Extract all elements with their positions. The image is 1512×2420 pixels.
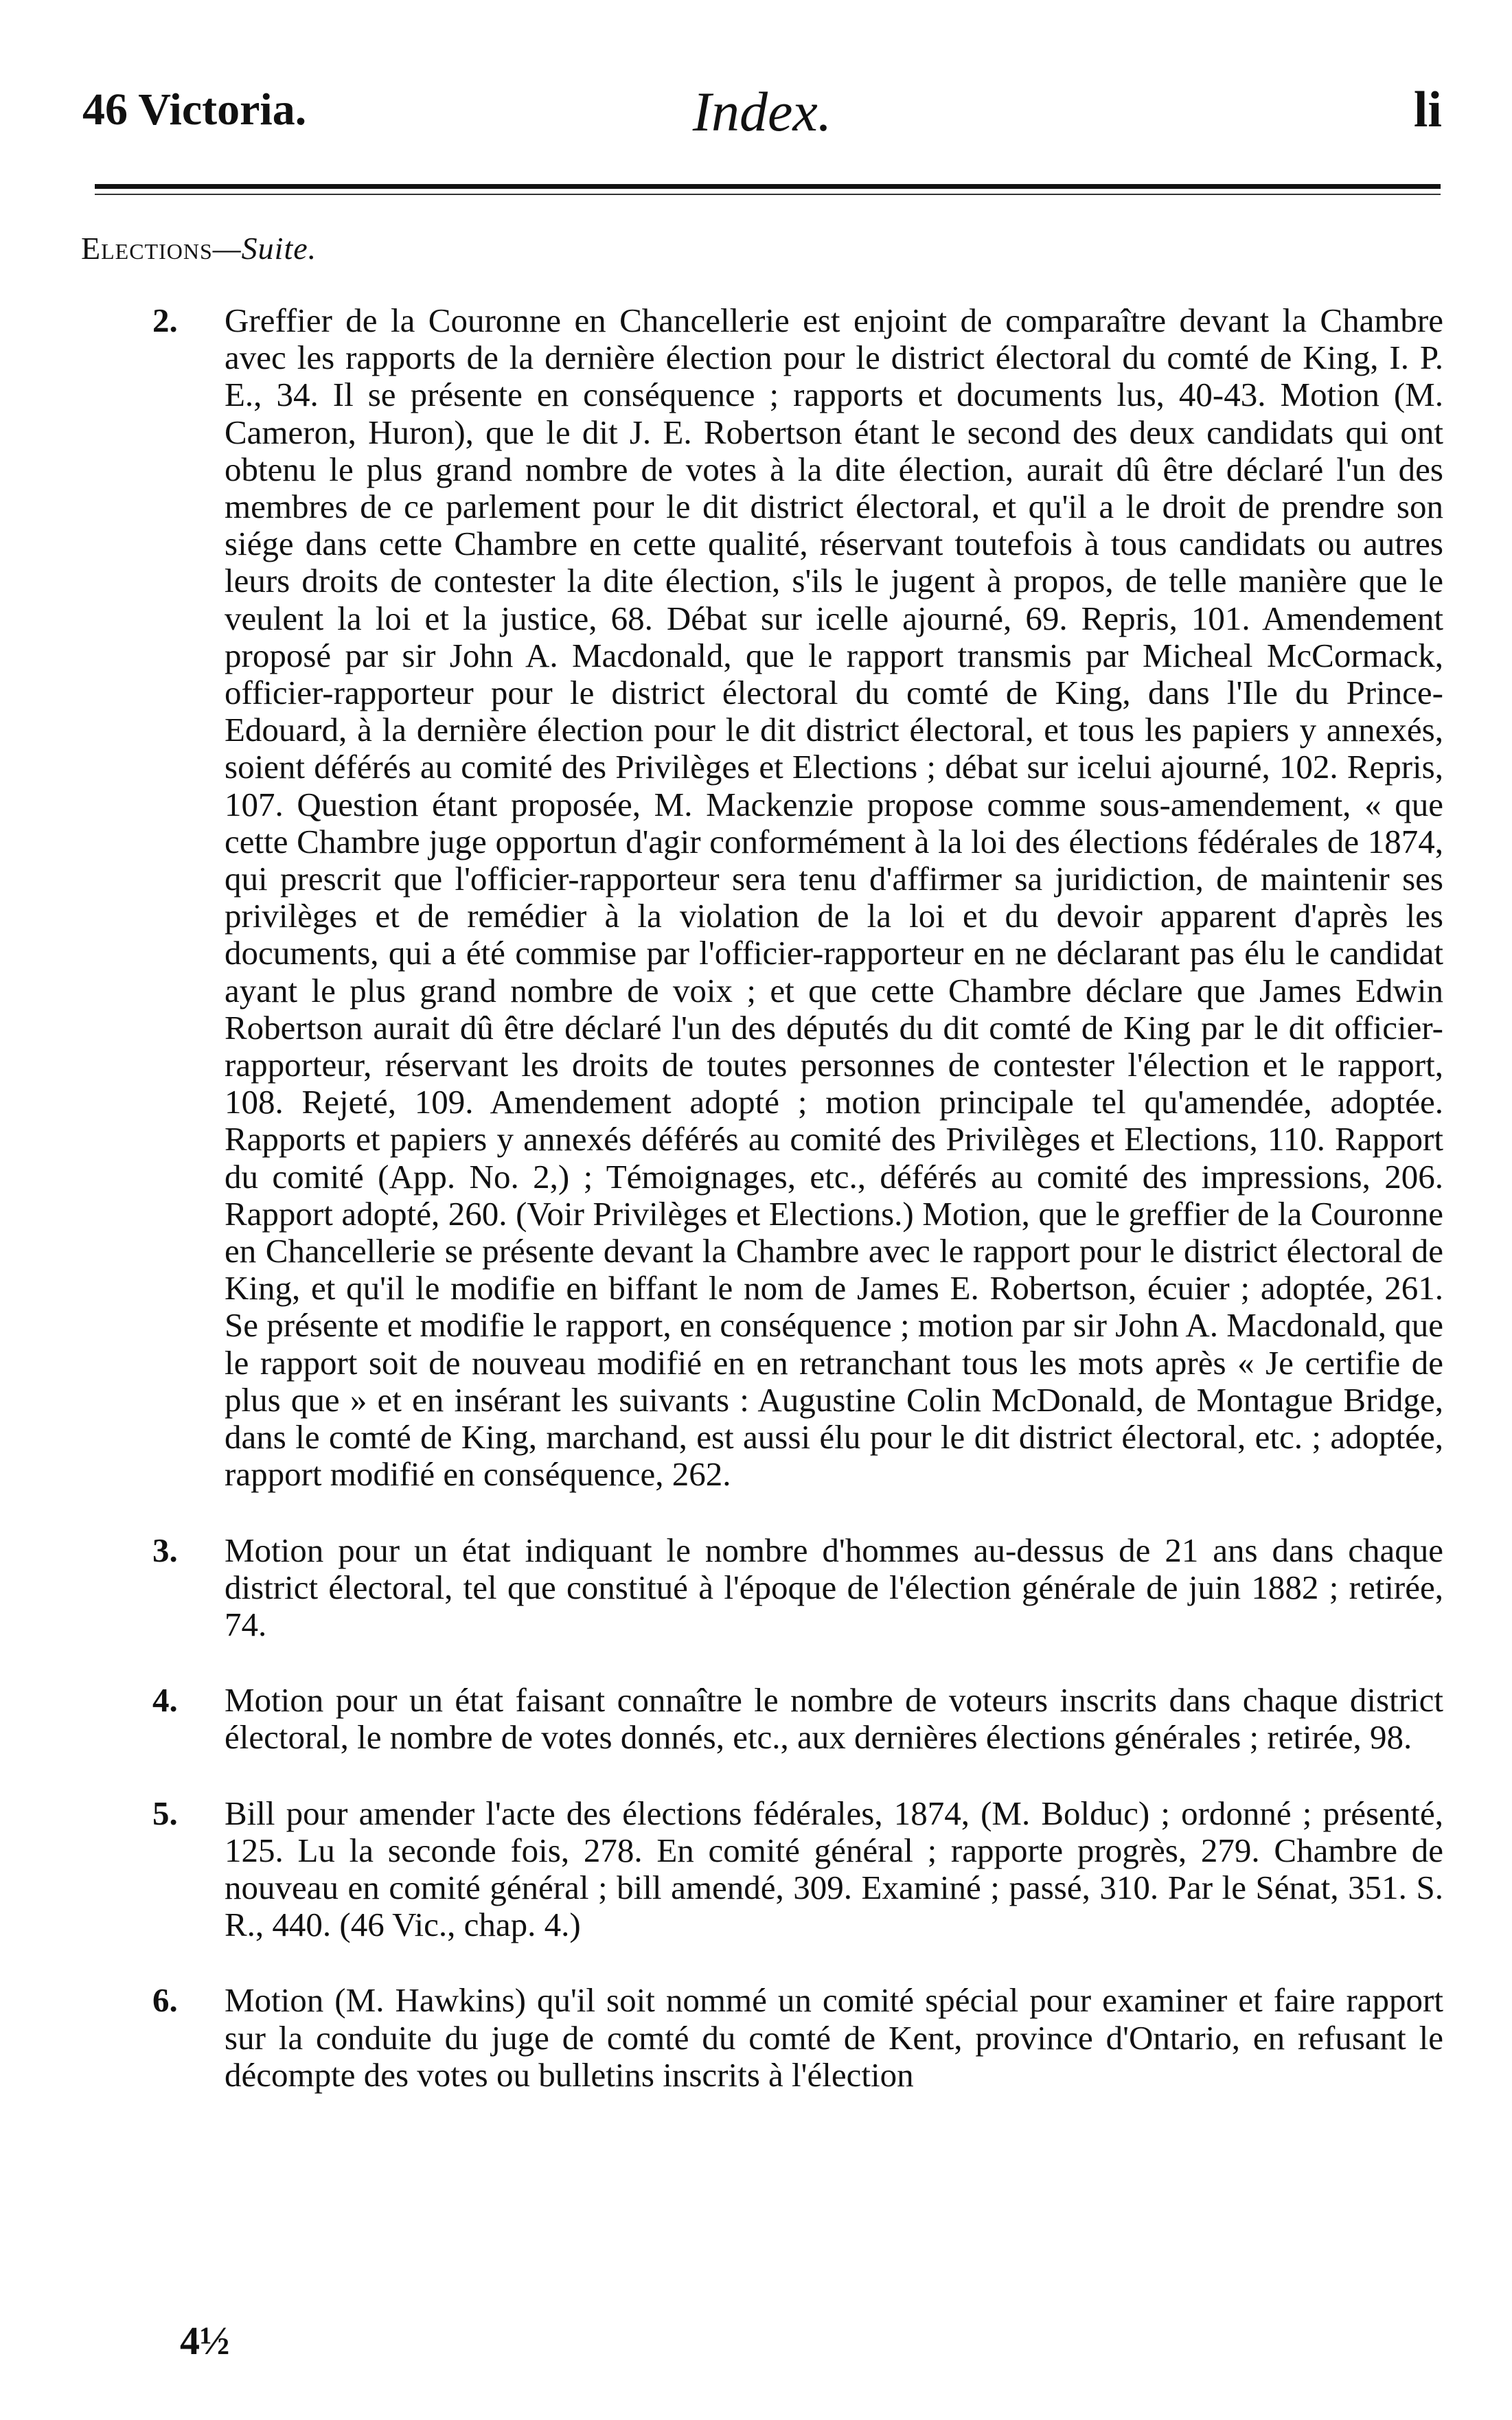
running-header bbox=[82, 74, 1442, 150]
entry-text: Greffier de la Couronne en Chancellerie est enjoint de comparaître devant la Chambre avec les rapports de la dernière élection pour le district électoral du comté de King, I. P. E., 34. Il se présente en conséquence ; rapports et documents lus, 40-43. Motion (M. Cameron, Huron), que le dit J. E. Robertson étant le second des deux candidats qui ont obtenu le plus grand nombre de votes à la dite élection, aurait dû être déclaré l'un des membres de ce parlement pour le dit district électoral, et qu'il a le droit de prendre son siége dans cette Chambre en cette qualité, réservant toutefois à tous candidats ou autres leurs droits de contester la dite élection, s'ils le jugent à propos, de telle manière que le veulent la loi et la justice, 68. Débat sur icelle ajourné, 69. Repris, 101. Amendement proposé par sir John A. Macdonald, que le rapport transmis par Micheal McCormack, officier-rapporteur pour le district électoral du comté de King, dans l'Ile du Prince-Edouard, à la dernière élection pour le dit district électoral, et tous les papiers y annexés, soient déférés au comité des Privilèges et Elections ; débat sur icelui ajourné, 102. Repris, 107. Question étant proposée, M. Mackenzie propose comme sous-amendement, « que cette Chambre juge opportun d'agir conformément à la loi des élections fédérales de 1874, qui prescrit que l'officier-rapporteur sera tenu d'affirmer sa juridiction, de maintenir ses privilèges et de remédier à la violation de la loi et du devoir apparent d'après les documents, qui a été commise par l'officier-rapporteur en ne déclarant pas élu le candidat ayant le plus grand nombre de voix ; et que cette Chambre déclare que James Edwin Robertson aurait dû être déclaré l'un des députés du dit comté de King par le dit officier-rapporteur, réservant les droits de toutes personnes de contester l'élection et le rapport, 108. Rejeté, 109. Amendement adopté ; motion principale tel qu'amendée, adoptée. Rapports et papiers y annexés déférés au comité des Privilèges et Elections, 110. Rapport du comité (App. No. 2,) ; Témoignages, etc., déférés au comité des impressions, 206. Rapport adopté, 260. (Voir Privilèges et Elections.) Motion, que le greffier de la Couronne en Chancellerie se présente devant la Chambre avec le rapport pour le district électoral de King, et qu'il le modifie en biffant le nom de James E. Robertson, écuier ; adoptée, 261. Se présente et modifie le rapport, en conséquence ; motion par sir John A. Macdonald, que le rapport soit de nouveau modifié en en retranchant tous les mots après « Je certifie de plus que » et en insérant les suivants : Augustine Colin McDonald, de Montague Bridge, dans le comté de King, marchand, est aussi élu pour le dit district électoral, etc. ; adoptée, rapport modifié en conséquence, 262. bbox=[225, 301, 1443, 1494]
section-title: Elections bbox=[81, 231, 213, 266]
index-entries bbox=[152, 302, 1443, 2132]
entry-number: 6. bbox=[152, 1981, 178, 2020]
section-heading bbox=[81, 230, 317, 266]
index-entry bbox=[152, 1682, 1443, 1756]
entry-text: Motion pour un état faisant connaître le nombre de voteurs inscrits dans chaque district électoral, le nombre de votes donnés, etc., aux dernières élections générales ; retirée, 98. bbox=[225, 1681, 1443, 1757]
index-entry bbox=[152, 1532, 1443, 1644]
header-rule bbox=[95, 184, 1441, 189]
entry-text: Motion (M. Hawkins) qu'il soit nommé un comité spécial pour examiner et faire rapport sur la conduite du juge de comté du comté de Kent, province d'Ontario, en refusant le décompte des votes ou bulletins inscrits à l'élection bbox=[225, 1981, 1443, 2094]
index-entry bbox=[152, 1795, 1443, 1944]
index-entry bbox=[152, 302, 1443, 1494]
header-rule-thin bbox=[95, 194, 1441, 195]
signature-mark: 4½ bbox=[180, 2318, 230, 2363]
entry-text: Bill pour amender l'acte des élections fédérales, 1874, (M. Bolduc) ; ordonné ; présenté, 125. Lu la seconde fois, 278. En comité général ; rapporte progrès, 279. Chambre de nouveau en comité général ; bill amendé, 309. Examiné ; passé, 310. Par le Sénat, 351. S. R., 440. (46 Vic., chap. 4.) bbox=[225, 1794, 1443, 1944]
page-title: Index. bbox=[692, 80, 832, 143]
entry-number: 4. bbox=[152, 1681, 178, 1720]
entry-number: 5. bbox=[152, 1794, 178, 1832]
section-suffix: —Suite. bbox=[212, 231, 317, 266]
entry-number: 3. bbox=[152, 1531, 178, 1569]
volume-label: 46 Victoria. bbox=[82, 84, 307, 135]
entry-number: 2. bbox=[152, 301, 178, 339]
page-number: li bbox=[1413, 82, 1442, 138]
entry-text: Motion pour un état indiquant le nombre d'hommes au-dessus de 21 ans dans chaque district électoral, tel que constitué à l'époque de l'élection générale de juin 1882 ; retirée, 74. bbox=[225, 1531, 1443, 1643]
index-entry bbox=[152, 1982, 1443, 2094]
